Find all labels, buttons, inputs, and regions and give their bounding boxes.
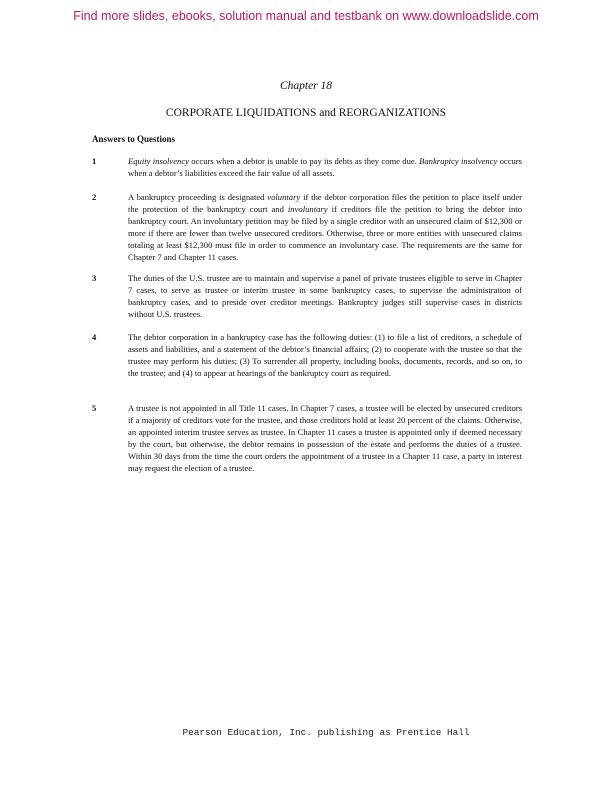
page-title: CORPORATE LIQUIDATIONS and REORGANIZATIONS [165, 107, 447, 119]
text-run: The duties of the U.S. trustee are to maintain and supervise a panel of private trustees eligible to serve in Chapter 7 cases, to serve as trustee or interim trustee in some bankruptcy cases, to supervise the administration of bankruptcy cases, and to preside over creditor meetings. Bankruptcy judges still supervise cases in districts without U.S. trustees. [128, 273, 522, 319]
italic-term: involuntary [287, 203, 328, 214]
answer-item [92, 332, 522, 380]
text-run: if the debtor corporation files the petition to place itself under the protection of the bankruptcy court and [128, 192, 522, 214]
publisher-footer: Pearson Education, Inc. publishing as Prentice Hall [182, 727, 470, 738]
answer-text [128, 273, 522, 321]
italic-term: voluntary [267, 192, 301, 202]
text-run: A trustee is not appointed in all Title 11 cases. In Chapter 7 cases, a trustee will be elected by unsecured creditors if a majority of creditors vote for the trustee, and those creditors hold at least 20 percent of the claims. Otherwise, an appointed interim trustee serves as trustee. In Chapter 11 cases a trustee is appointed only if deemed necessary by the court, but otherwise, the debtor remains in possession of the estate and performs the duties of a trustee. Within 30 days from the time the court orders the appointment of a trustee in a Chapter 11 case, a party in interest may request the election of a trustee. [128, 403, 522, 473]
answer-text [128, 332, 522, 380]
answer-number: 2 [92, 192, 97, 202]
answer-text [128, 156, 522, 180]
download-banner-link[interactable]: Find more slides, ebooks, solution manual and testbank on www.downloadslide.com [73, 9, 539, 23]
answer-text [128, 403, 522, 474]
answer-number: 1 [92, 156, 97, 166]
answer-item [92, 192, 522, 263]
text-run: occurs when a debtor is unable to pay its debts as they come due. [188, 156, 420, 166]
chapter-heading: Chapter 18 [279, 80, 333, 92]
italic-term: Bankruptcy insolvency [419, 156, 498, 166]
answer-item [92, 273, 522, 321]
answer-item [92, 156, 522, 180]
italic-term: Equity insolvency [128, 156, 189, 166]
answer-number: 4 [92, 332, 97, 342]
text-run: The debtor corporation in a bankruptcy case has the following duties: (1) to file a list of creditors, a schedule of assets and liabilities, and a statement of the debtor’s financial affairs; (2) to cooperate with the trustee so that the trustee may perform his duties; (3) To surrender all property, including books, documents, records, and so on, to the trustee; and (4) to appear at hearings of the bankruptcy court as required. [128, 332, 522, 378]
answer-item [92, 403, 522, 474]
answer-text [128, 192, 522, 263]
text-run: if creditors file the petition to bring the debtor into bankruptcy court. An involuntary petition may be filed by a single creditor with an unsecured claim of $12,300 or more if there are fewer than twelve unsecured creditors. Otherwise, three or more entities with unsecured claims totaling at least $12,300 must file in order to commence an involuntary case. The requirements are the same for Chapter 7 and Chapter 11 cases. [128, 203, 522, 262]
text-run: occurs when a debtor’s liabilities exceed the fair value of all assets. [128, 156, 523, 178]
section-heading: Answers to Questions [92, 134, 176, 144]
answer-number: 5 [92, 403, 97, 413]
answer-number: 3 [92, 273, 97, 283]
text-run: A bankruptcy proceeding is designated [128, 192, 268, 202]
